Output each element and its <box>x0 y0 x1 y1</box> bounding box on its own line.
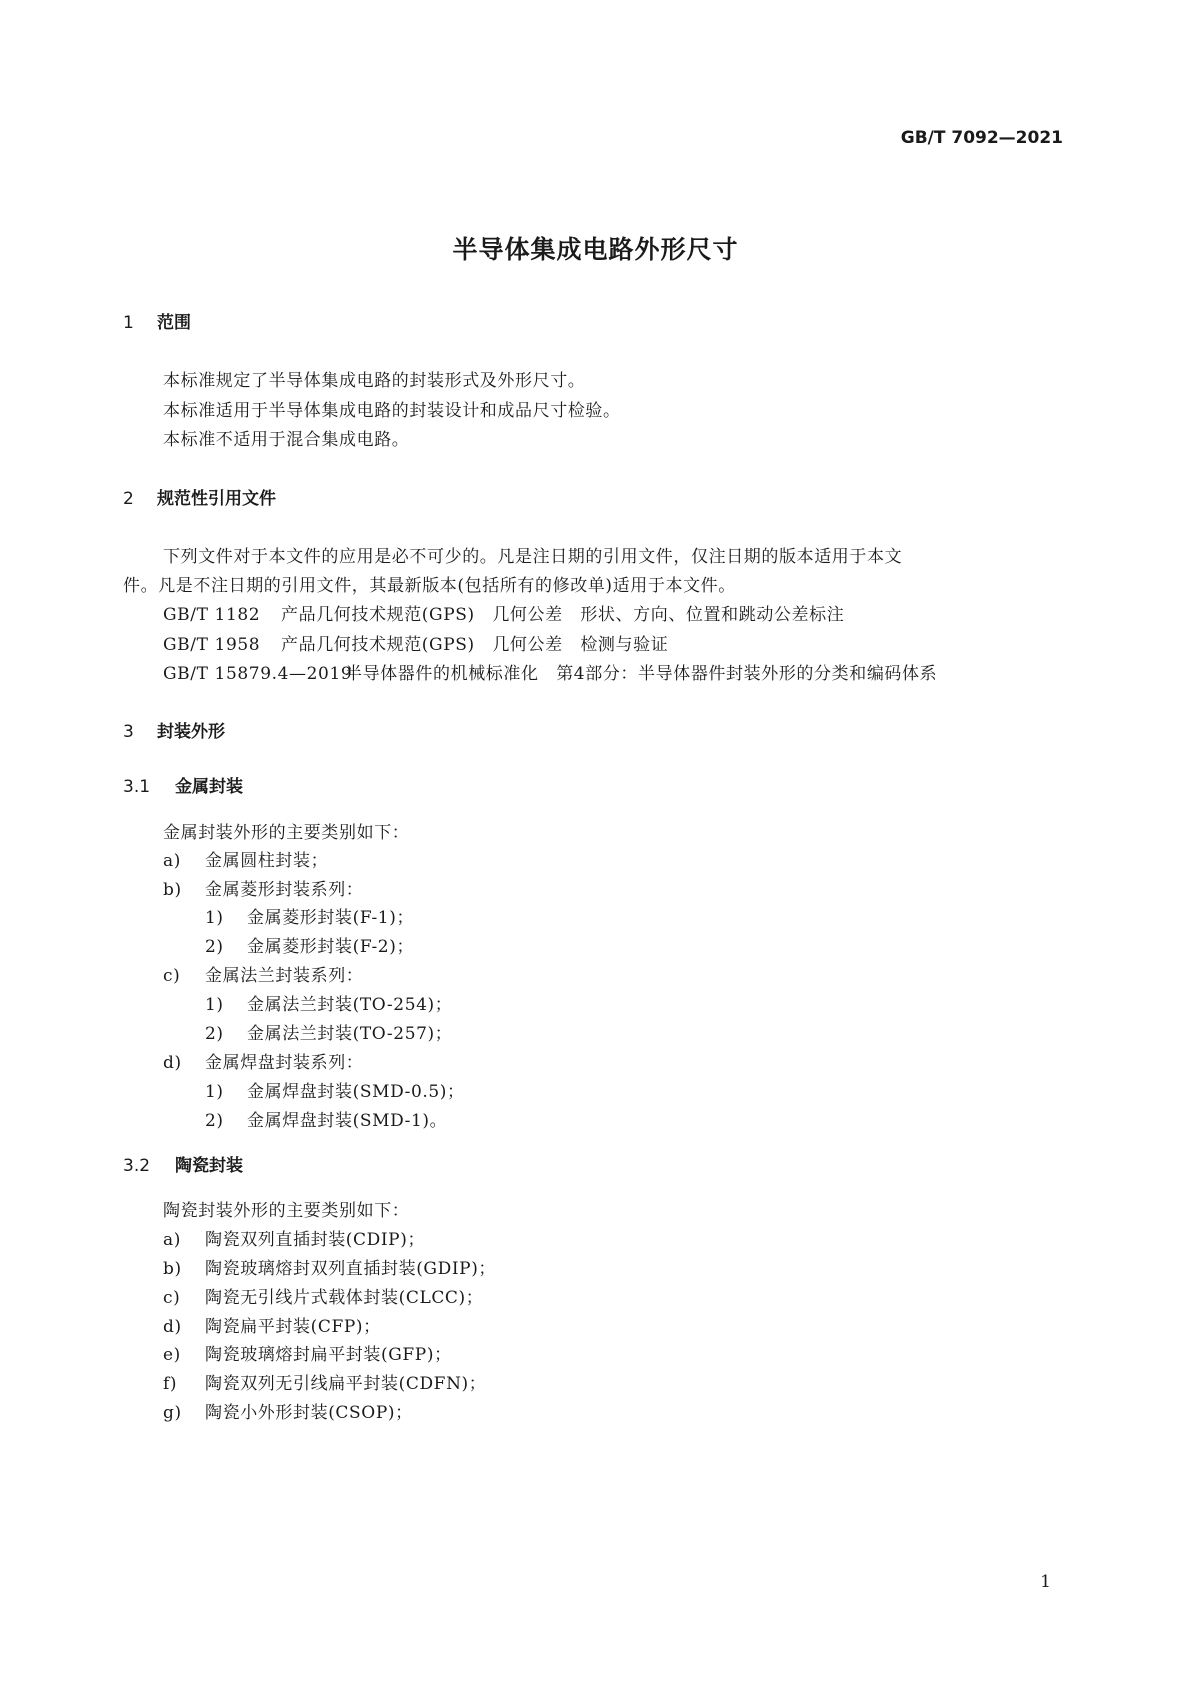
list-marker: c) <box>163 1288 181 1308</box>
list-item-text: 陶瓷玻璃熔封扁平封装(GFP)； <box>205 1345 452 1365</box>
list-item-text: 陶瓷玻璃熔封双列直插封装(GDIP)； <box>205 1259 497 1279</box>
reference-code: GB/T 1958 <box>163 635 261 655</box>
list-marker: 2) <box>205 937 224 957</box>
list-item <box>163 846 328 871</box>
subsection-3-1-heading <box>123 772 243 797</box>
list-item-text: 陶瓷无引线片式载体封装(CLCC)； <box>205 1288 484 1308</box>
section-title: 封装外形 <box>157 722 225 742</box>
reference-title: 产品几何技术规范(GPS) 几何公差 形状、方向、位置和跳动公差标注 <box>281 605 845 625</box>
list-item <box>163 1048 363 1073</box>
list-marker: g) <box>163 1403 182 1423</box>
list-item-text: 金属圆柱封装； <box>205 851 329 871</box>
list-item-text: 金属菱形封装系列： <box>205 880 364 900</box>
page-number: 1 <box>1040 1572 1051 1592</box>
list-item <box>163 1398 413 1423</box>
list-item-text: 陶瓷小外形封装(CSOP)； <box>205 1403 413 1423</box>
section-1-heading <box>123 308 191 333</box>
list-marker: 2) <box>205 1111 224 1131</box>
list-marker: e) <box>163 1345 181 1365</box>
list-marker: f) <box>163 1374 178 1394</box>
paragraph: 本标准适用于半导体集成电路的封装设计和成品尺寸检验。 <box>163 401 621 421</box>
paragraph-line: 件。凡是不注日期的引用文件，其最新版本(包括所有的修改单)适用于本文件。 <box>123 576 736 596</box>
list-item-text: 金属法兰封装(TO-257)； <box>247 1024 453 1044</box>
section-number: 3.2 <box>123 1156 151 1176</box>
reference-title: 产品几何技术规范(GPS) 几何公差 检测与验证 <box>281 635 669 655</box>
normative-reference <box>163 630 668 655</box>
document-title: 半导体集成电路外形尺寸 <box>452 235 739 264</box>
paragraph-line: 下列文件对于本文件的应用是必不可少的。凡是注日期的引用文件，仅注日期的版本适用于本文 <box>163 547 903 567</box>
list-item <box>163 1312 381 1337</box>
subsection-3-2-heading <box>123 1151 243 1176</box>
list-marker: b) <box>163 880 182 900</box>
paragraph: 本标准规定了半导体集成电路的封装形式及外形尺寸。 <box>163 371 586 391</box>
reference-title: 半导体器件的机械标准化 第4部分：半导体器件封装外形的分类和编码体系 <box>345 664 938 684</box>
list-marker: a) <box>163 1230 181 1250</box>
section-number: 3 <box>123 722 134 742</box>
list-marker: d) <box>163 1053 182 1073</box>
list-item-text: 金属菱形封装(F-2)； <box>247 937 415 957</box>
section-title: 规范性引用文件 <box>157 489 276 509</box>
list-item-text: 陶瓷扁平封装(CFP)； <box>205 1317 381 1337</box>
normative-reference <box>163 600 844 625</box>
list-item <box>163 961 363 986</box>
list-item <box>163 1283 483 1308</box>
list-item <box>163 875 363 900</box>
reference-code: GB/T 15879.4—2019 <box>163 664 353 684</box>
list-item <box>163 1340 452 1365</box>
section-2-heading <box>123 484 276 509</box>
list-item-text: 金属焊盘封装(SMD-1)。 <box>247 1111 448 1131</box>
section-title: 陶瓷封装 <box>175 1156 243 1176</box>
list-marker: c) <box>163 966 181 986</box>
list-item-text: 金属法兰封装系列： <box>205 966 364 986</box>
list-item <box>163 1254 496 1279</box>
list-marker: d) <box>163 1317 182 1337</box>
list-marker: 1) <box>205 1082 224 1102</box>
list-item-text: 金属焊盘封装(SMD-0.5)； <box>247 1082 465 1102</box>
paragraph: 本标准不适用于混合集成电路。 <box>163 430 410 450</box>
list-item-text: 陶瓷双列无引线扁平封装(CDFN)； <box>205 1374 487 1394</box>
list-item-text: 陶瓷双列直插封装(CDIP)； <box>205 1230 426 1250</box>
sub-list-item <box>205 990 452 1015</box>
section-number: 2 <box>123 489 134 509</box>
list-item-text: 金属法兰封装(TO-254)； <box>247 995 453 1015</box>
list-item <box>163 1225 425 1250</box>
normative-reference <box>163 659 937 684</box>
section-title: 范围 <box>157 313 191 333</box>
section-number: 3.1 <box>123 777 151 797</box>
list-marker: a) <box>163 851 181 871</box>
list-item-text: 金属菱形封装(F-1)； <box>247 908 415 928</box>
list-item <box>163 1369 486 1394</box>
standard-number: GB/T 7092—2021 <box>900 128 1063 148</box>
sub-list-item <box>205 1106 447 1131</box>
section-title: 金属封装 <box>175 777 243 797</box>
list-marker: 2) <box>205 1024 224 1044</box>
section-3-heading <box>123 717 225 742</box>
sub-list-item <box>205 1077 465 1102</box>
sub-list-item <box>205 932 414 957</box>
section-number: 1 <box>123 313 134 333</box>
list-item-text: 金属焊盘封装系列： <box>205 1053 364 1073</box>
reference-code: GB/T 1182 <box>163 605 261 625</box>
sub-list-item <box>205 903 414 928</box>
list-marker: 1) <box>205 908 224 928</box>
list-marker: b) <box>163 1259 182 1279</box>
list-intro: 金属封装外形的主要类别如下： <box>163 823 410 843</box>
list-marker: 1) <box>205 995 224 1015</box>
sub-list-item <box>205 1019 452 1044</box>
list-intro: 陶瓷封装外形的主要类别如下： <box>163 1201 410 1221</box>
